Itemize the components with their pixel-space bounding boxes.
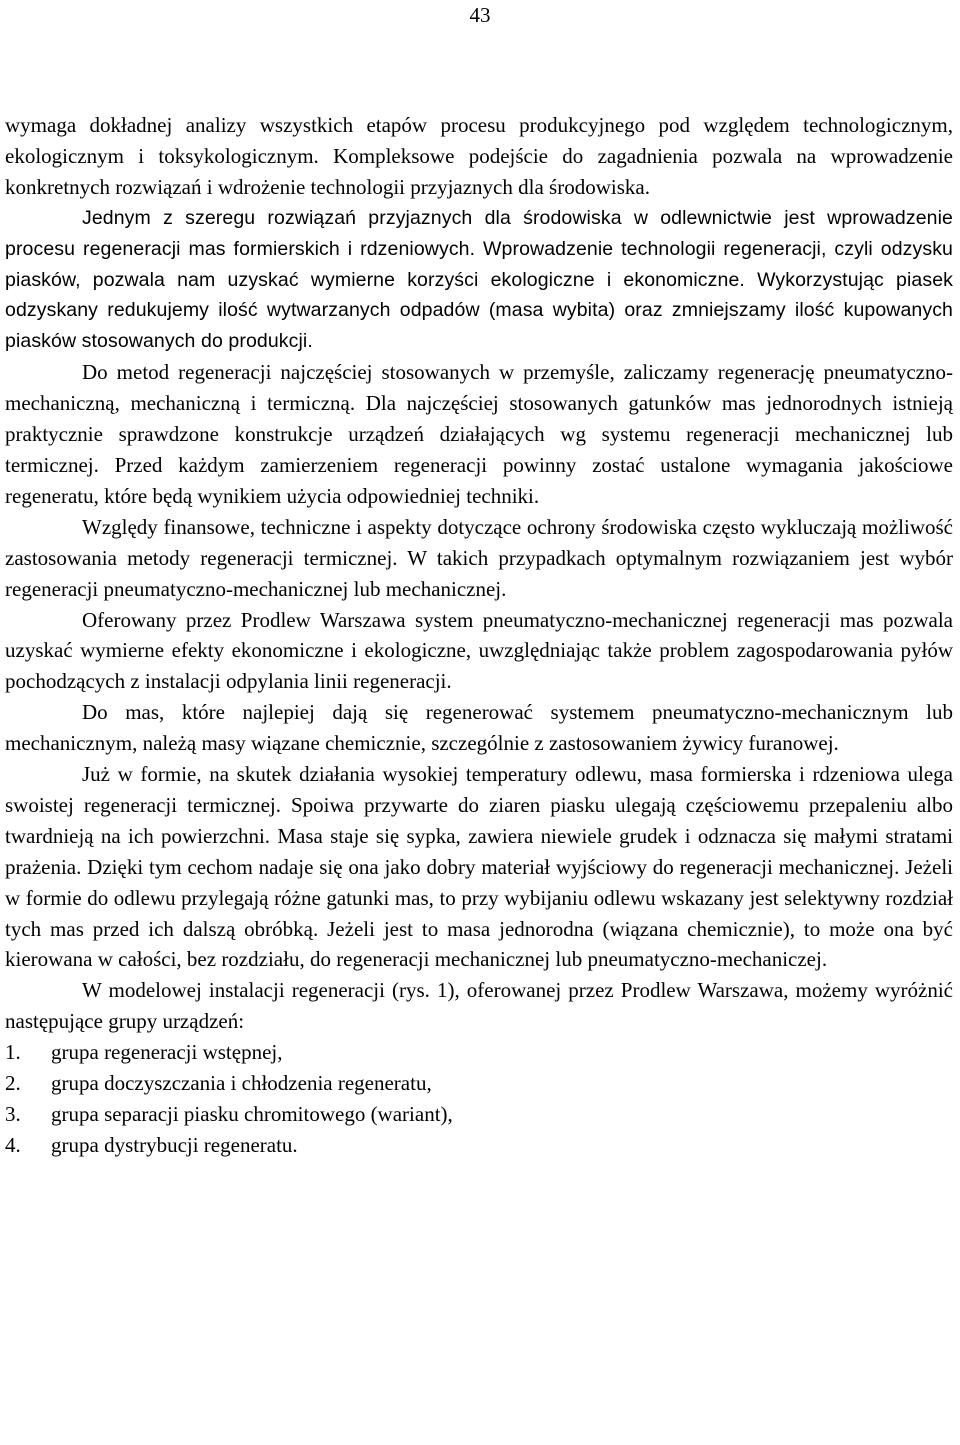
- paragraph-thermal: Już w formie, na skutek działania wysokiej temperatury odlewu, masa formierska i rdzeniowa ulega swoistej regeneracji termicznej. Spoiwa przywarte do ziaren piasku ulegają częściowemu przepaleniu albo twardnieją na ich powierzchni. Masa staje się sypka, zawiera niewiele grudek i odznacza się małymi stratami prażenia. Dzięki tym cechom nadaje się ona jako dobry materiał wyjściowy do regeneracji mechanicznej. Jeżeli w formie do odlewu przylegają różne gatunki mas, to przy wybijaniu odlewu wskazany jest selektywny rozdział tych mas przed ich dalszą obróbką. Jeżeli jest to masa jednorodna (wiązana chemicznie), to może ona być kierowana w całości, bez rozdziału, do regeneracji mechanicznej lub pneumatyczno-mechaniczej.: [5, 762, 953, 972]
- list-item: [5, 1130, 953, 1161]
- body-text: [5, 110, 953, 1161]
- list-item-text: grupa doczyszczania i chłodzenia regeneratu,: [51, 1071, 432, 1096]
- list-item-number: 3.: [5, 1102, 21, 1126]
- device-groups-list: [5, 1037, 953, 1161]
- paragraph-masses: Do mas, które najlepiej dają się regenerować systemem pneumatyczno-mechanicznym lub mechanicznym, należą masy wiązane chemicznie, szczególnie z zastosowaniem żywicy furanowej.: [5, 700, 953, 756]
- list-item: [5, 1099, 953, 1130]
- page-number: 43: [469, 3, 491, 27]
- list-item-number: 1.: [5, 1040, 21, 1065]
- list-item-number: 2.: [5, 1071, 21, 1096]
- list-item: [5, 1068, 953, 1099]
- list-item-text: grupa dystrybucji regeneratu.: [51, 1132, 298, 1157]
- paragraph-methods: Do metod regeneracji najczęściej stosowanych w przemyśle, zaliczamy regenerację pneumatyczno-mechaniczną, mechaniczną i termiczną. Dla najczęściej stosowanych gatunków mas jednorodnych istnieją praktycznie sprawdzone konstrukcje urządzeń działających wg systemu regeneracji mechanicznej lub termicznej. Przed każdym zamierzeniem regeneracji powinny zostać ustalone wymagania jakościowe regeneratu, które będą wynikiem użycia odpowiedniej techniki.: [5, 360, 953, 508]
- list-item-number: 4.: [5, 1132, 21, 1157]
- paragraph-intro: wymaga dokładnej analizy wszystkich etapów procesu produkcyjnego pod względem technologicznym, ekologicznym i toksykologicznym. Kompleksowe podejście do zagadnienia pozwala na wprowadzenie konkretnych rozwiązań i wdrożenie technologii przyjaznych dla środowiska.: [5, 113, 953, 199]
- paragraph-prodlew-system: Oferowany przez Prodlew Warszawa system pneumatyczno-mechanicznej regeneracji mas pozwala uzyskać wymierne efekty ekonomiczne i ekologiczne, uwzględniając także problem zagospodarowania pyłów pochodzących z instalacji odpylania linii regeneracji.: [5, 607, 953, 694]
- list-item: [5, 1037, 953, 1068]
- paragraph-regeneration-intro: Jednym z szeregu rozwiązań przyjaznych dla środowiska w odlewnictwie jest wprowadzenie procesu regeneracji mas formierskich i rdzeniowych. Wprowadzenie technologii regeneracji, czyli odzysku piasków, pozwala nam uzyskać wymierne korzyści ekologiczne i ekonomiczne. Wykorzystując piasek odzyskany redukujemy ilość wytwarzanych odpadów (masa wybita) oraz zmniejszamy ilość kupowanych piasków stosowanych do produkcji.: [5, 206, 953, 353]
- paragraph-financial: Względy finansowe, techniczne i aspekty dotyczące ochrony środowiska często wykluczają możliwość zastosowania metody regeneracji termicznej. W takich przypadkach optymalnym rozwiązaniem jest wybór regeneracji pneumatyczno-mechanicznej lub mechanicznej.: [5, 514, 953, 601]
- list-item-text: grupa regeneracji wstępnej,: [51, 1040, 283, 1065]
- list-item-text: grupa separacji piasku chromitowego (wariant),: [51, 1102, 453, 1126]
- paragraph-model-installation: W modelowej instalacji regeneracji (rys. 1), oferowanej przez Prodlew Warszawa, możemy wyróżnić następujące grupy urządzeń:: [5, 978, 953, 1034]
